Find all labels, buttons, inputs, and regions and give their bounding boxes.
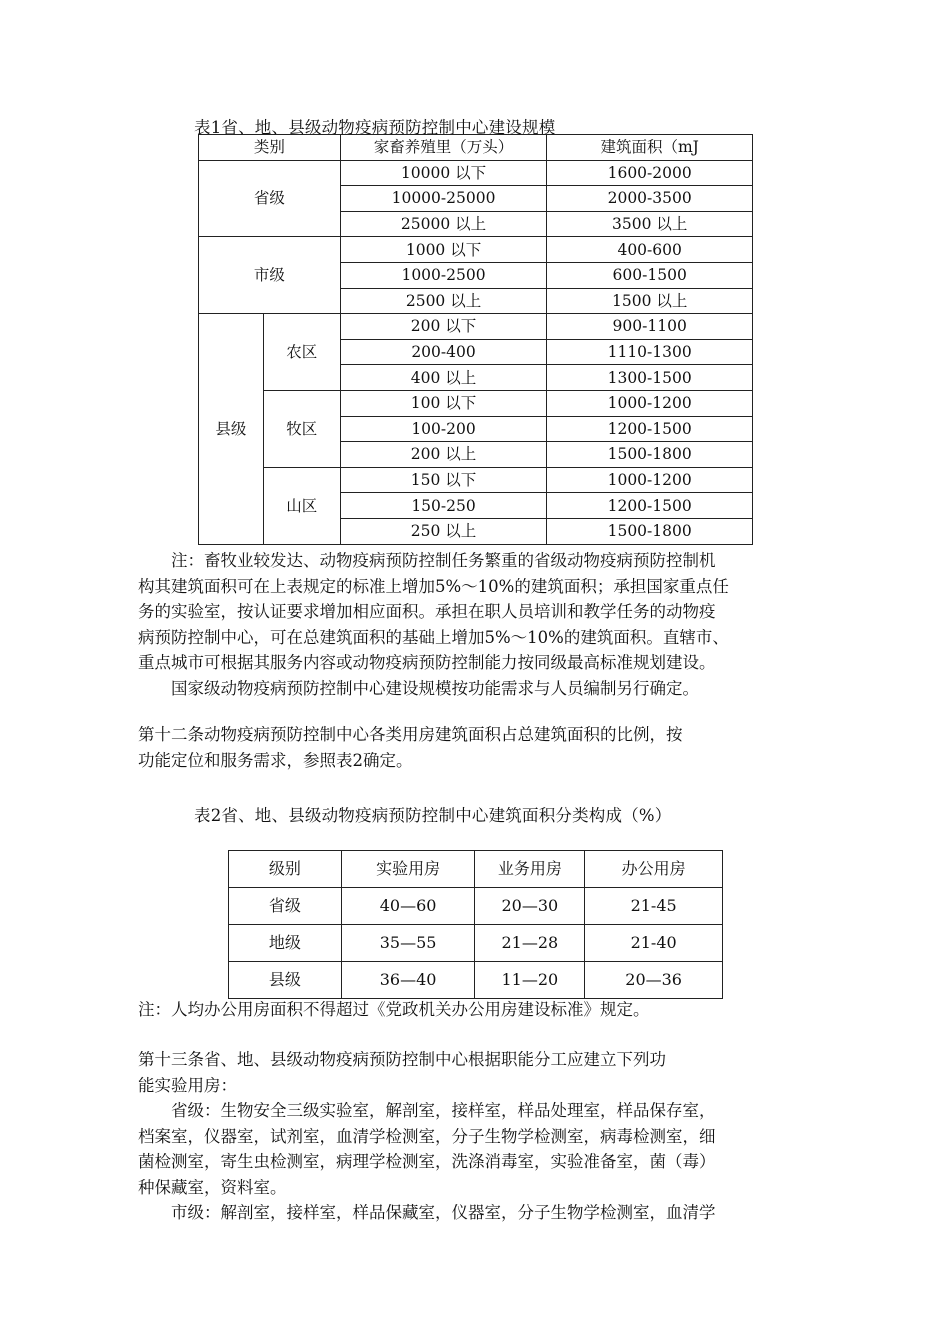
article12 — [138, 722, 818, 773]
table-cell: 省级 — [229, 888, 342, 925]
table-row — [229, 888, 723, 925]
table1-header-livestock: 家畜养殖里（万头） — [340, 135, 547, 161]
table-cell: 200-400 — [340, 339, 547, 365]
table2-header: 办公用房 — [585, 851, 723, 888]
table-cell: 1500-1800 — [547, 442, 753, 468]
table-cell: 20—36 — [585, 962, 723, 999]
table-cell: 200 以下 — [340, 314, 547, 340]
table-cell: 21-40 — [585, 925, 723, 962]
article13-province-line: 档案室，仪器室，试剂室，血清学检测室，分子生物学检测室，病毒检测室，细 — [138, 1126, 716, 1146]
table-row — [199, 160, 753, 186]
table-cell: 150-250 — [340, 493, 547, 519]
table2-caption: 表2省、地、县级动物疫病预防控制中心建筑面积分类构成（%） — [194, 806, 672, 825]
table-row — [229, 962, 723, 999]
note1 — [138, 548, 818, 701]
table2-header: 业务用房 — [475, 851, 585, 888]
table-cell: 2500 以上 — [340, 288, 547, 314]
table-cell: 2000-3500 — [547, 186, 753, 212]
table1-header-area: 建筑面积（mJ — [547, 135, 753, 161]
table1-caption: 表1省、地、县级动物疫病预防控制中心建设规模 — [194, 118, 556, 137]
note1-line: 病预防控制中心，可在总建筑面积的基础上增加5%〜10%的建筑面积。直辖市、 — [138, 627, 729, 647]
table-cell: 250 以上 — [340, 518, 547, 544]
table-row — [199, 314, 753, 340]
table-cell: 400 以上 — [340, 365, 547, 391]
table-cell: 1300-1500 — [547, 365, 753, 391]
table-row — [199, 467, 753, 493]
table-cell: 地级 — [229, 925, 342, 962]
table-cell: 100-200 — [340, 416, 547, 442]
table-cell: 100 以下 — [340, 390, 547, 416]
table-cell: 36—40 — [341, 962, 475, 999]
table1-header-row — [199, 135, 753, 161]
article13-province-line: 菌检测室，寄生虫检测室，病理学检测室，洗涤消毒室，实验准备室，菌（毒） — [138, 1152, 716, 1171]
table-cell: 900-1100 — [547, 314, 753, 340]
province-label: 省级 — [199, 160, 341, 237]
city-label: 市级 — [199, 237, 341, 314]
table-cell: 11—20 — [475, 962, 585, 999]
table-cell: 200 以上 — [340, 442, 547, 468]
table-cell: 20—30 — [475, 888, 585, 925]
table-cell: 1500 以上 — [547, 288, 753, 314]
county-group-label: 农区 — [263, 314, 340, 391]
table-cell: 1110-1300 — [547, 339, 753, 365]
article13-province-line: 省级：生物安全三级实验室，解剖室，接样室，样品处理室，样品保存室， — [171, 1101, 716, 1120]
note1-line: 注：畜牧业较发达、动物疫病预防控制任务繁重的省级动物疫病预防控制机 — [171, 551, 716, 570]
table-row — [199, 390, 753, 416]
table2 — [228, 850, 723, 999]
county-group-label: 牧区 — [263, 390, 340, 467]
table-cell: 35—55 — [341, 925, 475, 962]
table-cell: 3500 以上 — [547, 211, 753, 237]
table-cell: 10000 以下 — [340, 160, 547, 186]
table-cell: 县级 — [229, 962, 342, 999]
table-row — [199, 237, 753, 263]
table-cell: 1500-1800 — [547, 518, 753, 544]
article13-line: 能实验用房： — [138, 1075, 237, 1095]
table-cell: 400-600 — [547, 237, 753, 263]
table2-note — [138, 997, 818, 1023]
note1-line: 构其建筑面积可在上表规定的标准上增加5%〜10%的建筑面积；承担国家重点任 — [138, 576, 729, 596]
table-cell: 150 以下 — [340, 467, 547, 493]
table-row — [229, 925, 723, 962]
article13-province-line: 种保藏室，资料室。 — [138, 1177, 287, 1197]
table-cell: 25000 以上 — [340, 211, 547, 237]
note1-line: 务的实验室，按认证要求增加相应面积。承担在职人员培训和教学任务的动物疫 — [138, 602, 716, 621]
table-cell: 40—60 — [341, 888, 475, 925]
table-cell: 10000-25000 — [340, 186, 547, 212]
table-cell: 600-1500 — [547, 262, 753, 288]
table-cell: 1000-1200 — [547, 467, 753, 493]
county-label: 县级 — [199, 314, 264, 544]
table1 — [198, 134, 753, 545]
table-cell: 1200-1500 — [547, 493, 753, 519]
table2-header: 实验用房 — [341, 851, 475, 888]
note1-national: 国家级动物疫病预防控制中心建设规模按功能需求与人员编制另行确定。 — [171, 678, 699, 698]
table2-note-line: 注：人均办公用房面积不得超过《党政机关办公用房建设标准》规定。 — [138, 1000, 650, 1019]
article12-line: 功能定位和服务需求，参照表2确定。 — [138, 750, 413, 770]
note1-line: 重点城市可根据其服务内容或动物疫病预防控制能力按同级最高标准规划建设。 — [138, 653, 716, 672]
article12-line: 第十二条动物疫病预防控制中心各类用房建筑面积占总建筑面积的比例，按 — [138, 725, 683, 744]
table-cell: 1200-1500 — [547, 416, 753, 442]
table2-header-row — [229, 851, 723, 888]
article13-line: 第十三条省、地、县级动物疫病预防控制中心根据职能分工应建立下列功 — [138, 1050, 666, 1069]
table-cell: 21-45 — [585, 888, 723, 925]
table-cell: 1000-1200 — [547, 390, 753, 416]
table1-header-category: 类别 — [199, 135, 341, 161]
article13 — [138, 1047, 818, 1226]
table-cell: 1600-2000 — [547, 160, 753, 186]
table2-header: 级别 — [229, 851, 342, 888]
table-cell: 1000 以下 — [340, 237, 547, 263]
county-group-label: 山区 — [263, 467, 340, 544]
table-cell: 1000-2500 — [340, 262, 547, 288]
table-cell: 21—28 — [475, 925, 585, 962]
article13-city-line: 市级：解剖室，接样室，样品保藏室，仪器室，分子生物学检测室，血清学 — [171, 1203, 716, 1222]
